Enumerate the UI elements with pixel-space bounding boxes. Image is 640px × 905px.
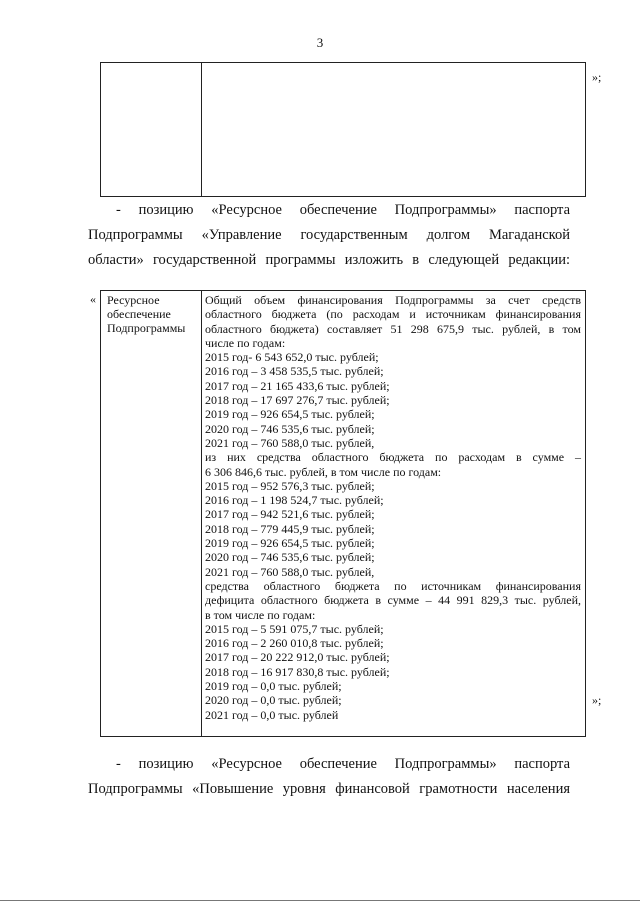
content-line: числе по годам:: [205, 335, 286, 350]
content-line: 2016 год – 3 458 535,5 тыс. рублей;: [205, 364, 384, 379]
content-line: 2018 год – 16 917 830,8 тыс. рублей;: [205, 664, 390, 679]
content-line: 2019 год – 926 654,5 тыс. рублей;: [205, 407, 375, 422]
content-line: 2020 год – 0,0 тыс. рублей;: [205, 693, 342, 708]
content-line: 6 306 846,6 тыс. рублей, в том числе по годам:: [205, 464, 442, 479]
content-line: 2018 год – 17 697 276,7 тыс. рублей;: [205, 393, 390, 408]
page-bottom-edge: [0, 900, 640, 901]
content-line: 2020 год – 746 535,6 тыс. рублей;: [205, 421, 375, 436]
content-line: в том числе по годам:: [205, 607, 316, 622]
content-line: 2015 год – 952 576,3 тыс. рублей;: [205, 478, 375, 493]
top-table-closing-mark: »;: [592, 70, 602, 84]
content-line: 2019 год – 926 654,5 тыс. рублей;: [205, 536, 375, 551]
resource-table-closing-mark: »;: [592, 693, 602, 707]
top-table-fragment: [100, 62, 586, 197]
content-line: 2017 год – 942 521,6 тыс. рублей;: [205, 507, 375, 522]
content-line: дефицита областного бюджета в сумме – 44 991 829,3 тыс. рублей,: [205, 593, 581, 608]
label-line: обеспечение: [107, 307, 171, 321]
page-number: 3: [316, 35, 324, 50]
paragraph-line: области» государственной программы изложить в следующей редакции:: [88, 252, 570, 268]
content-line: средства областного бюджета по источникам финансирования: [205, 578, 581, 593]
resource-table-opening-mark: «: [90, 292, 96, 306]
resource-content-cell: [205, 293, 581, 722]
content-line: 2016 год – 1 198 524,7 тыс. рублей;: [205, 493, 384, 508]
resource-table: [100, 290, 586, 737]
paragraph-line: Подпрограммы «Управление государственным долгом Магаданской: [88, 227, 570, 243]
table-column-divider: [201, 291, 202, 736]
content-line: 2015 год – 5 591 075,7 тыс. рублей;: [205, 621, 384, 636]
content-line: 2018 год – 779 445,9 тыс. рублей;: [205, 521, 375, 536]
content-line: областного бюджета) составляет 51 298 675,9 тыс. рублей, в том: [205, 321, 581, 336]
content-line: из них средства областного бюджета по расходам в сумме –: [205, 450, 581, 465]
content-line: 2019 год – 0,0 тыс. рублей;: [205, 679, 342, 694]
paragraph-line: - позицию «Ресурсное обеспечение Подпрограммы» паспорта: [116, 756, 570, 772]
outro-paragraph: [88, 752, 570, 802]
content-line: 2017 год – 20 222 912,0 тыс. рублей;: [205, 650, 390, 665]
content-line: областного бюджета (по расходам и источникам финансирования: [205, 307, 581, 322]
content-line: Общий объем финансирования Подпрограммы за счет средств: [205, 293, 581, 307]
label-line: Ресурсное: [107, 293, 160, 307]
content-line: 2021 год – 0,0 тыс. рублей: [205, 707, 339, 722]
paragraph-line: - позицию «Ресурсное обеспечение Подпрограммы» паспорта: [116, 202, 570, 218]
content-line: 2015 год- 6 543 652,0 тыс. рублей;: [205, 350, 379, 365]
content-line: 2021 год – 760 588,0 тыс. рублей,: [205, 435, 375, 450]
resource-label-cell: [107, 293, 197, 335]
content-line: 2021 год – 760 588,0 тыс. рублей,: [205, 564, 375, 579]
content-line: 2017 год – 21 165 433,6 тыс. рублей;: [205, 378, 390, 393]
label-line: Подпрограммы: [107, 321, 186, 335]
intro-paragraph: [88, 198, 570, 273]
content-line: 2016 год – 2 260 010,8 тыс. рублей;: [205, 636, 384, 651]
table-column-divider: [201, 63, 202, 196]
content-line: 2020 год – 746 535,6 тыс. рублей;: [205, 550, 375, 565]
paragraph-line: Подпрограммы «Повышение уровня финансовой грамотности населения: [88, 781, 570, 797]
